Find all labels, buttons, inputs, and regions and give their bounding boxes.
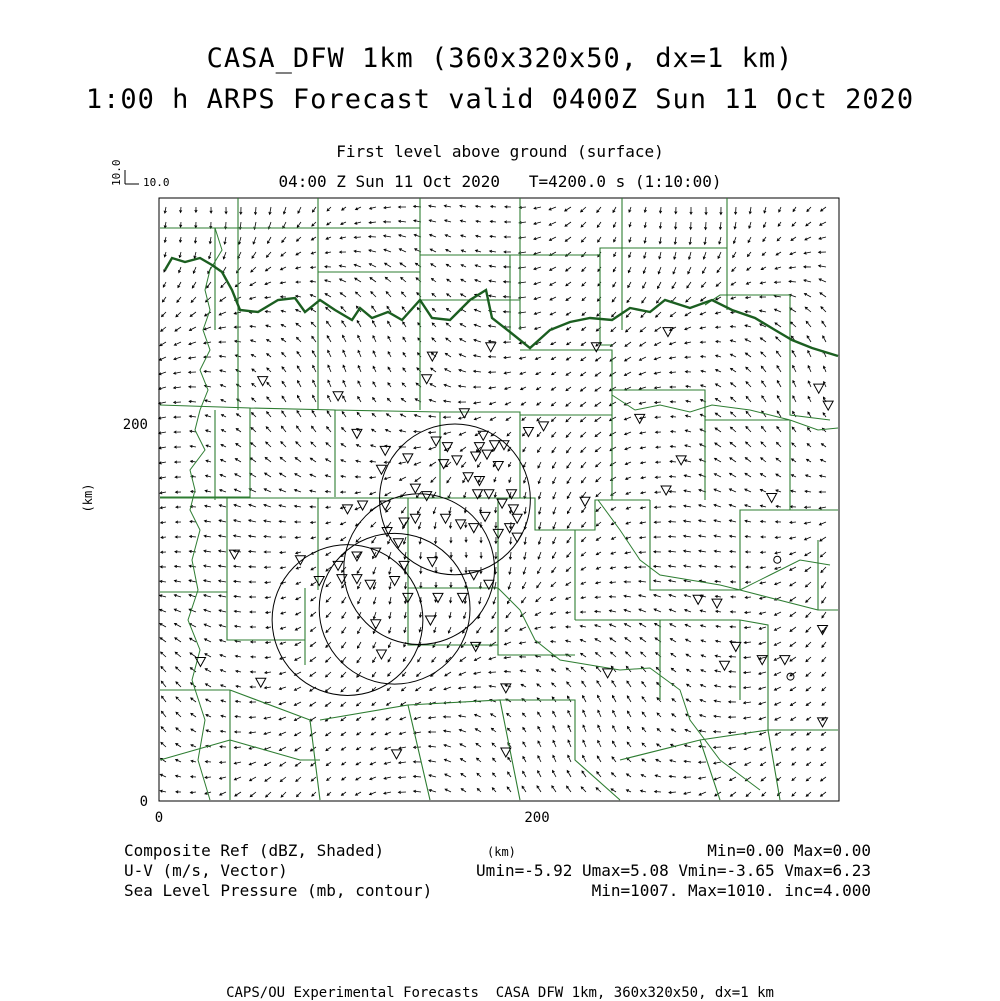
y-tick-0: 0 bbox=[139, 794, 148, 810]
x-tick-200: 200 bbox=[524, 810, 550, 826]
reference-vector-vertical-label: 10.0 bbox=[110, 159, 123, 186]
footer-credit: CAPS/OU Experimental Forecasts CASA DFW 1km, 360x320x50, dx=1 km bbox=[226, 985, 774, 1001]
forecast-title: 1:00 h ARPS Forecast valid 0400Z Sun 11 Oct 2020 bbox=[85, 84, 915, 115]
x-tick-0: 0 bbox=[154, 810, 164, 826]
y-tick-200: 200 bbox=[122, 417, 148, 433]
legend-left-1: Composite Ref (dBZ, Shaded) bbox=[124, 841, 385, 860]
legend-left-3: Sea Level Pressure (mb, contour) bbox=[124, 881, 433, 900]
y-axis-label: (km) bbox=[81, 483, 95, 513]
legend-right-1: Min=0.00 Max=0.00 bbox=[707, 841, 871, 860]
legend-left-2: U-V (m/s, Vector) bbox=[124, 861, 288, 880]
valid-time-line: 04:00 Z Sun 11 Oct 2020 T=4200.0 s (1:10:00) bbox=[278, 172, 722, 191]
legend-right-2: Umin=-5.92 Umax=5.08 Vmin=-3.65 Vmax=6.23 bbox=[476, 861, 871, 880]
page-title: CASA_DFW 1km (360x320x50, dx=1 km) bbox=[206, 43, 794, 74]
x-axis-label: (km) bbox=[487, 845, 516, 859]
level-subtitle: First level above ground (surface) bbox=[336, 142, 664, 161]
reference-vector-horizontal-label: 10.0 bbox=[143, 176, 170, 188]
legend-right-3: Min=1007. Max=1010. inc=4.000 bbox=[591, 881, 871, 900]
reference-vector bbox=[105, 156, 185, 188]
